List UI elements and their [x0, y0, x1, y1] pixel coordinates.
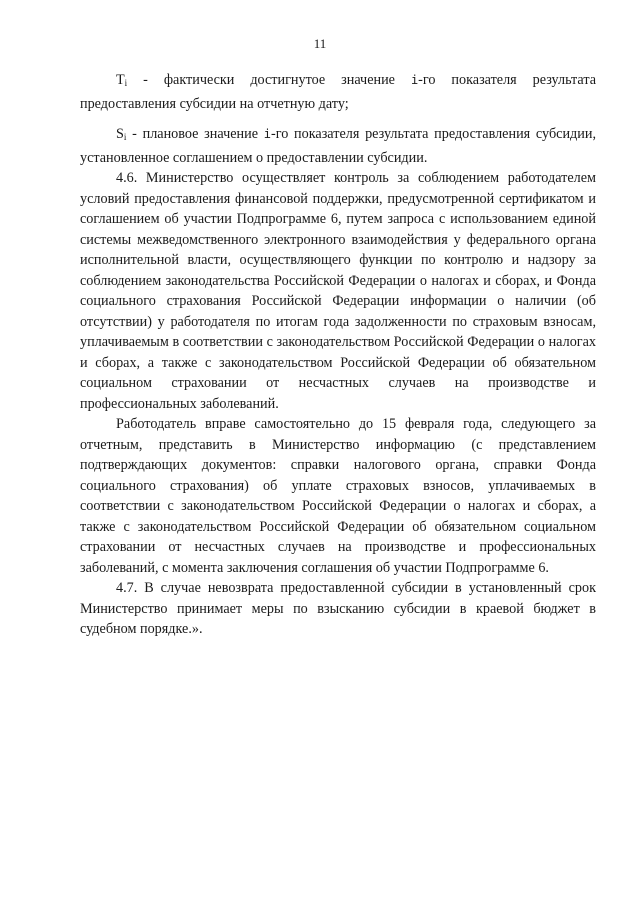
- s-definition-text-b: -го показателя результата предоставления субсидии, установленное соглашением о предоставлении субсидии.: [80, 126, 597, 166]
- t-definition-text-b: -го показателя результата предоставления субсидии на отчетную дату;: [80, 72, 596, 112]
- index-letter: i: [410, 73, 419, 87]
- variable-t: Ti: [116, 72, 128, 88]
- paragraph-4-6: 4.6. Министерство осуществляет контроль за соблюдением работодателем условий предоставления финансовой поддержки, предусмотренной сертификатом и соглашением об участии Подпрограмме 6, путем запроса с использованием единой системы межведомственного электронного взаимодействия у федерального органа исполнительной власти, осуществляющего функции по контролю и надзору за соблюдением законодательства Российской Федерации о налогах и сборах, и Фонда социального страхования Российской Федерации информации о наличии (об отсутствии) у работодателя по итогам года задолженности по страховым взносам, уплачиваемым в соответствии с законодательством Российской Федерации о налогах и сборах, а также с законодательством Российской Федерации об обязательном социальном страховании от несчастных случаев на производстве и профессиональных заболеваний.: [80, 170, 596, 412]
- page-number: 11: [313, 36, 327, 51]
- paragraph-s-definition: [80, 124, 596, 168]
- paragraph-t-definition: [80, 70, 596, 114]
- variable-s-subscript: i: [123, 132, 127, 142]
- document-body: [80, 70, 596, 640]
- paragraph-4-7: 4.7. В случае невозврата предоставленной субсидии в установленный срок Министерство принимает меры по взысканию субсидии в краевой бюджет в судебном порядке.».: [80, 580, 596, 637]
- variable-t-subscript: i: [124, 78, 128, 88]
- index-letter: i: [263, 127, 272, 141]
- t-definition-text-a: - фактически достигнутое значение: [127, 72, 411, 88]
- variable-s: Si: [116, 126, 127, 142]
- s-definition-text-a: - плановое значение: [126, 126, 264, 142]
- paragraph-employer: Работодатель вправе самостоятельно до 15 февраля года, следующего за отчетным, представить в Министерство информацию (с представлением подтверждающих документов: справки налогового органа, справки Фонда социального страхования) об уплате страховых взносов, уплачиваемых в соответствии с законодательством Российской Федерации о налогах и сборах, а также с законодательством Российской Федерации об обязательном социальном страховании от несчастных случаев на производстве и профессиональных заболеваний, с момента заключения соглашения об участии Подпрограмме 6.: [80, 416, 596, 576]
